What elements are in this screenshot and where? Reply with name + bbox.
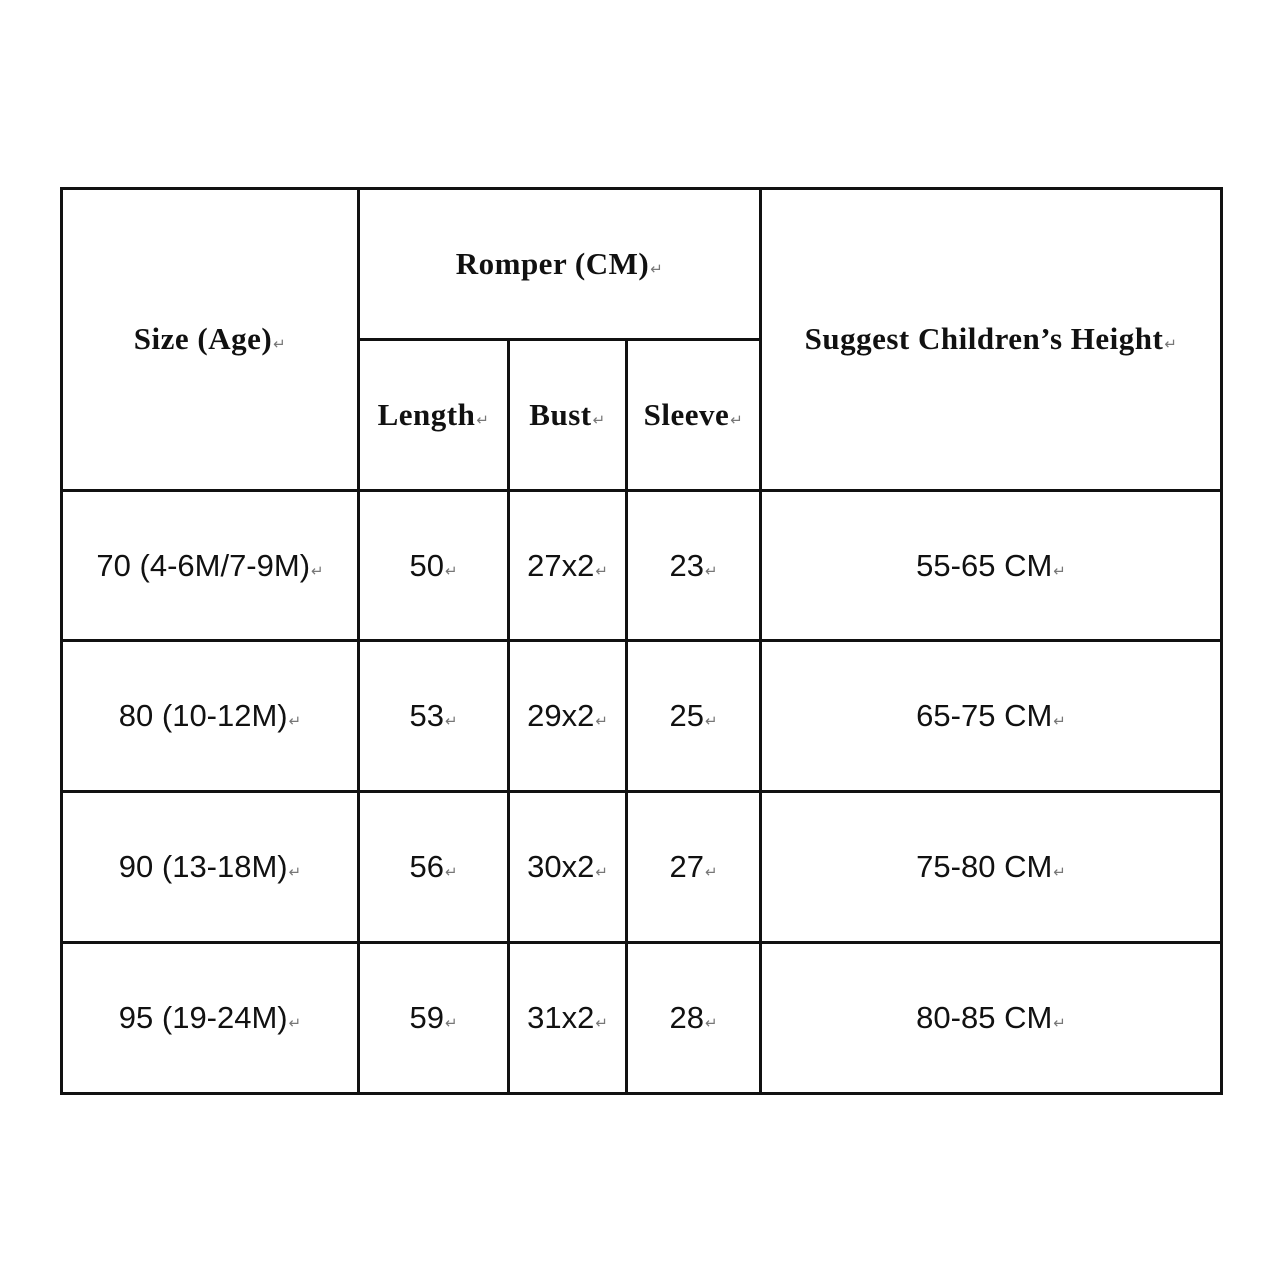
size-cell: 70 (4-6M/7-9M)↵: [62, 490, 359, 641]
height-cell: 80-85 CM↵: [761, 943, 1222, 1094]
length-cell: 56↵: [359, 792, 509, 943]
table-row: [62, 792, 1222, 943]
bust-cell: 27x2↵: [509, 490, 627, 641]
sleeve-cell: 28↵: [627, 943, 761, 1094]
size-chart-table: [60, 187, 1223, 1095]
table-row: [62, 641, 1222, 792]
bust-cell: 31x2↵: [509, 943, 627, 1094]
table-row: [62, 490, 1222, 641]
table-row: [62, 943, 1222, 1094]
height-cell: 65-75 CM↵: [761, 641, 1222, 792]
header-row: [62, 189, 1222, 340]
length-cell: 59↵: [359, 943, 509, 1094]
romper-group-header: Romper (CM)↵: [359, 189, 761, 340]
length-cell: 53↵: [359, 641, 509, 792]
length-cell: 50↵: [359, 490, 509, 641]
size-cell: 95 (19-24M)↵: [62, 943, 359, 1094]
bust-header: Bust↵: [509, 339, 627, 490]
sleeve-header: Sleeve↵: [627, 339, 761, 490]
sleeve-cell: 23↵: [627, 490, 761, 641]
sleeve-cell: 27↵: [627, 792, 761, 943]
height-cell: 75-80 CM↵: [761, 792, 1222, 943]
sleeve-cell: 25↵: [627, 641, 761, 792]
suggested-height-header: Suggest Children’s Height↵: [761, 189, 1222, 491]
size-cell: 80 (10-12M)↵: [62, 641, 359, 792]
length-header: Length↵: [359, 339, 509, 490]
bust-cell: 30x2↵: [509, 792, 627, 943]
size-age-header: Size (Age)↵: [62, 189, 359, 491]
size-cell: 90 (13-18M)↵: [62, 792, 359, 943]
height-cell: 55-65 CM↵: [761, 490, 1222, 641]
bust-cell: 29x2↵: [509, 641, 627, 792]
